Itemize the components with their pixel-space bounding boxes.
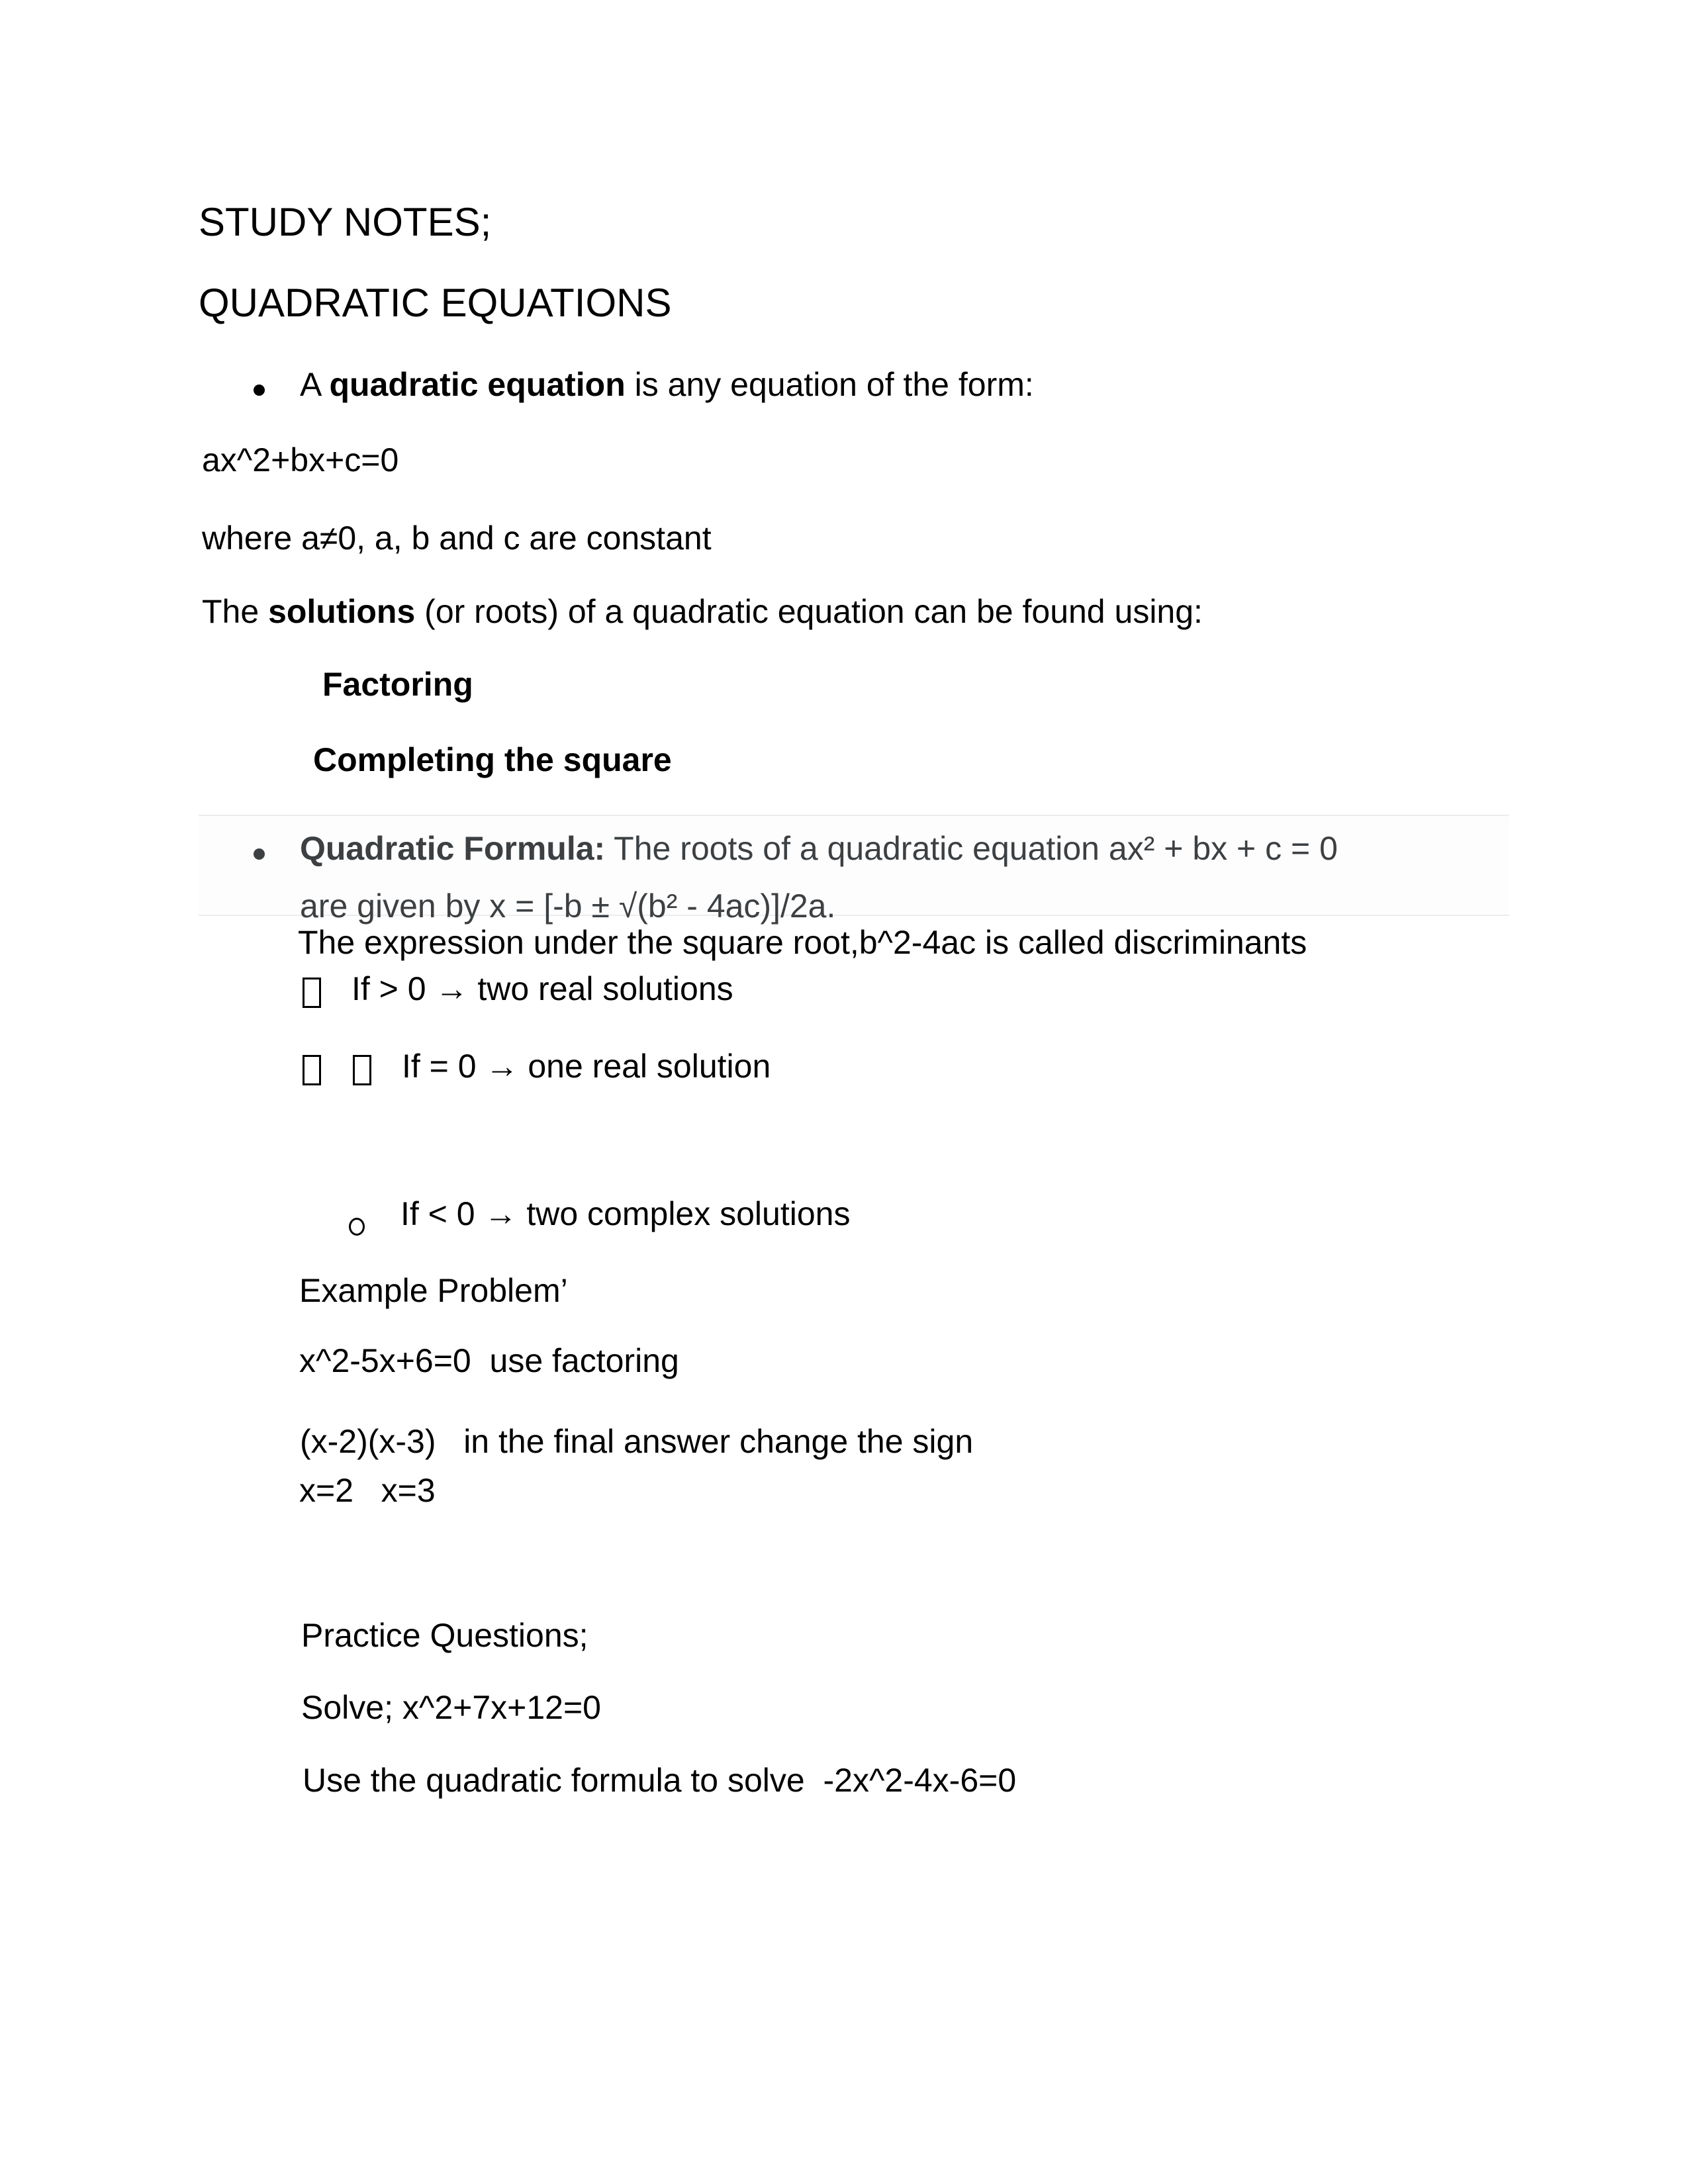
quadratic-formula-line1 [300, 832, 1338, 865]
bullet-icon [254, 385, 265, 396]
case-positive-text: If > 0 → two real solutions [352, 970, 733, 1007]
case-zero-text: If = 0 → one real solution [402, 1048, 771, 1085]
practice-heading: Practice Questions; [301, 1617, 588, 1654]
method-factoring: Factoring [322, 666, 473, 703]
case-negative-line: If < 0 → two complex solutions [400, 1195, 851, 1232]
missing-glyph-box-icon [303, 1055, 321, 1085]
bullet-icon [254, 848, 265, 860]
case-positive-line [303, 972, 733, 1008]
example-factored: (x-2)(x-3) in the final answer change the sign [300, 1423, 974, 1460]
missing-glyph-box-icon [303, 978, 321, 1008]
example-equation: x^2-5x+6=0 use factoring [299, 1342, 679, 1379]
quadratic-formula-rest: The roots of a quadratic equation ax² + bx + c = 0 [605, 830, 1338, 867]
missing-glyph-box-icon [353, 1055, 371, 1085]
solutions-bold: solutions [268, 593, 416, 630]
quadratic-formula-line2: are given by x = [-b ± √(b² - 4ac)]/2a. [300, 887, 836, 925]
example-heading: Example Problem’ [299, 1272, 568, 1309]
intro-post: is any equation of the form: [625, 366, 1034, 403]
discriminant-definition: The expression under the square root,b^2-4ac is called discriminants [298, 924, 1307, 961]
solutions-line [202, 595, 1203, 628]
intro-bold: quadratic equation [329, 366, 626, 403]
intro-pre: A [300, 366, 330, 403]
intro-line [300, 368, 1034, 401]
general-equation: ax^2+bx+c=0 [202, 441, 399, 478]
solutions-pre: The [202, 593, 269, 630]
constraint-line: where a≠0, a, b and c are constant [202, 520, 712, 557]
practice-question-1: Solve; x^2+7x+12=0 [301, 1689, 601, 1726]
example-roots: x=2 x=3 [299, 1472, 436, 1509]
doc-heading-study-notes: STUDY NOTES; [199, 200, 492, 244]
method-completing-square: Completing the square [313, 741, 672, 778]
case-zero-line [303, 1050, 771, 1085]
solutions-post: (or roots) of a quadratic equation can be found using: [415, 593, 1203, 630]
quadratic-formula-label: Quadratic Formula: [300, 830, 606, 867]
practice-question-2: Use the quadratic formula to solve -2x^2-4x-6=0 [303, 1762, 1017, 1799]
doc-heading-quadratic-equations: QUADRATIC EQUATIONS [199, 281, 672, 325]
circle-bullet-icon [349, 1218, 365, 1236]
